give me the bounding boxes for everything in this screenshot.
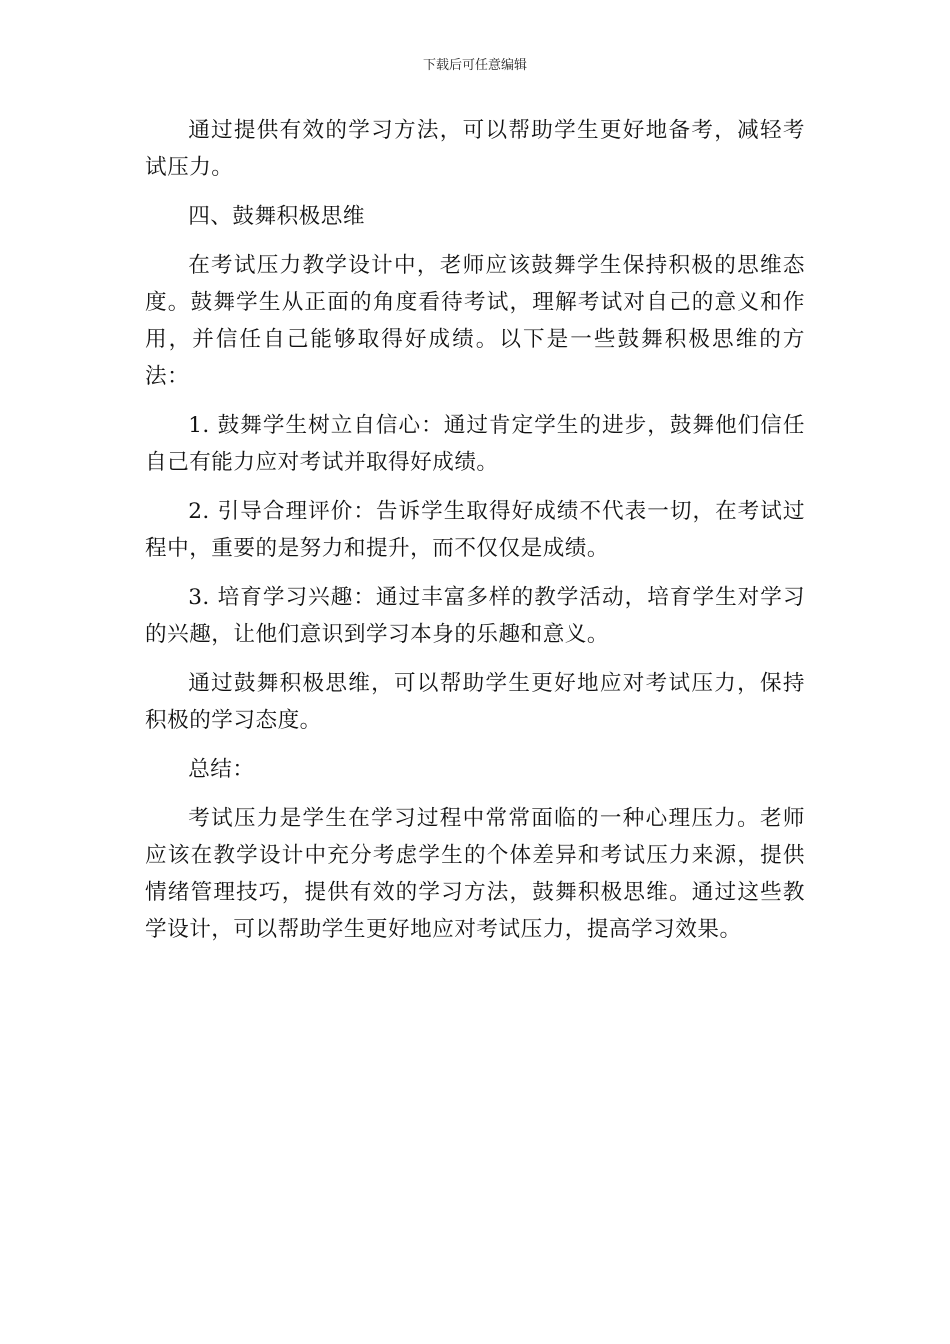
header-note: 下载后可任意编辑 xyxy=(422,58,527,73)
paragraph-positive-thinking-intro: 在考试压力教学设计中，老师应该鼓舞学生保持积极的思维态度。鼓舞学生从正面的角度看待考试，理解考试对自己的意义和作用，并信任自己能够取得好成绩。以下是一些鼓舞积极思维的方法： xyxy=(145,253,805,389)
document-body xyxy=(145,112,805,960)
list-item-reasonable-evaluation: 2. 引导合理评价：告诉学生取得好成绩不代表一切，在考试过程中，重要的是努力和提升，而不仅仅是成绩。 xyxy=(145,499,805,561)
list-item-self-confidence: 1. 鼓舞学生树立自信心：通过肯定学生的进步，鼓舞他们信任自己有能力应对考试并取得好成绩。 xyxy=(145,413,805,475)
section-heading-positive-thinking: 四、鼓舞积极思维 xyxy=(188,204,365,229)
list-item-learning-interest: 3. 培育学习兴趣：通过丰富多样的教学活动，培育学生对学习的兴趣，让他们意识到学习本身的乐趣和意义。 xyxy=(145,585,805,647)
paragraph-study-methods-conclusion: 通过提供有效的学习方法，可以帮助学生更好地备考，减轻考试压力。 xyxy=(145,118,805,180)
paragraph-positive-thinking-conclusion: 通过鼓舞积极思维，可以帮助学生更好地应对考试压力，保持积极的学习态度。 xyxy=(145,671,805,733)
summary-heading: 总结： xyxy=(188,757,255,782)
paragraph-summary: 考试压力是学生在学习过程中常常面临的一种心理压力。老师应该在教学设计中充分考虑学生的个体差异和考试压力来源，提供情绪管理技巧，提供有效的学习方法，鼓舞积极思维。通过这些教学设计，可以帮助学生更好地应对考试压力，提高学习效果。 xyxy=(145,806,805,942)
